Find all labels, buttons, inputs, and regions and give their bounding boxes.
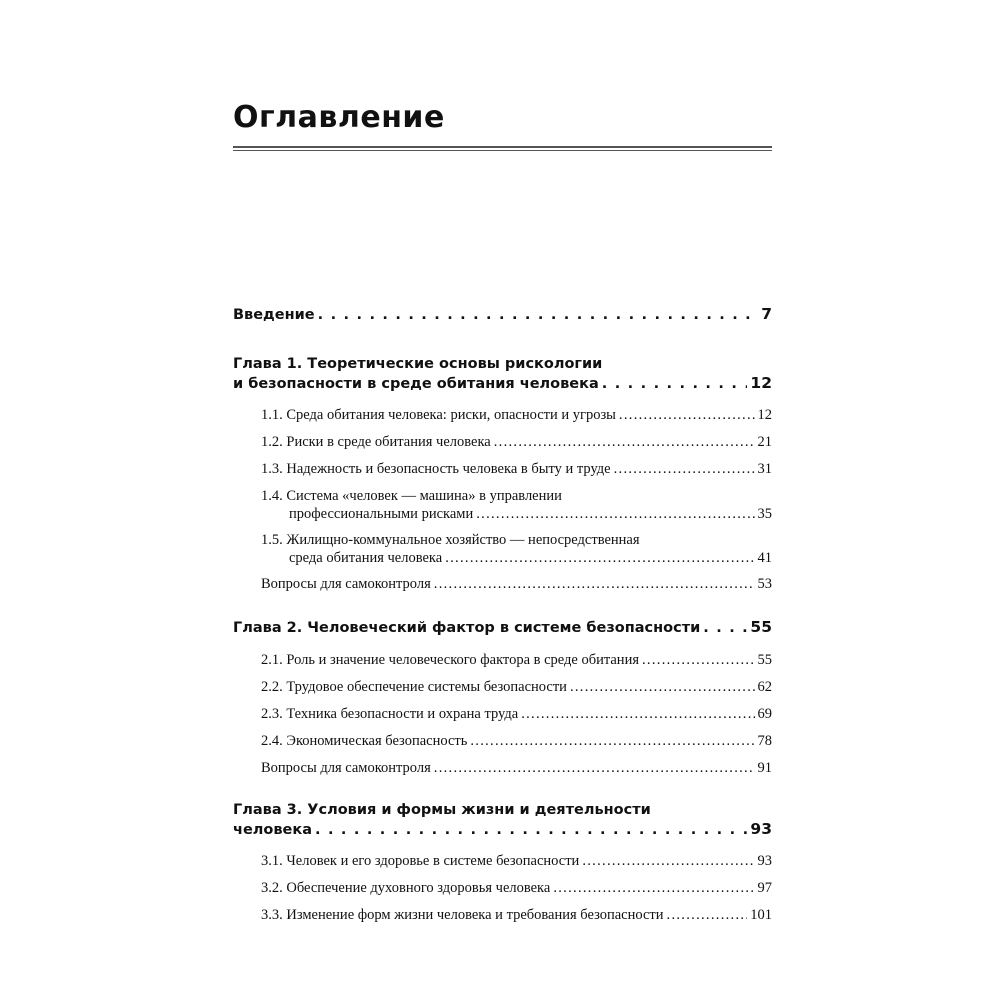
section-page: 78	[757, 733, 772, 749]
section-title: 1.3. Надежность и безопасность человека в быту и труде	[261, 461, 611, 477]
toc-section-1-3[interactable]	[261, 460, 772, 478]
section-title-line2: среда обитания человека	[289, 550, 443, 566]
leader-dots	[703, 619, 747, 638]
chapter-page: 12	[750, 374, 772, 392]
leader-dots	[318, 306, 759, 325]
page-title: Оглавление	[233, 100, 445, 135]
toc-intro-page: 7	[761, 305, 772, 323]
section-page: 91	[757, 760, 772, 776]
section-page: 93	[757, 853, 772, 869]
leader-dots	[445, 549, 754, 567]
toc-section-2-3[interactable]	[261, 705, 772, 723]
section-title: Вопросы для самоконтроля	[261, 760, 431, 776]
section-title-line1: 1.5. Жилищно-коммунальное хозяйство — непосредственная	[261, 532, 640, 548]
toc-section-2-1[interactable]	[261, 651, 772, 669]
leader-dots	[470, 732, 754, 750]
chapter-page: 93	[750, 820, 772, 838]
leader-dots	[642, 651, 755, 669]
leader-dots	[619, 406, 755, 424]
section-title-line1: 1.4. Система «человек — машина» в управлении	[261, 488, 562, 504]
leader-dots	[434, 575, 755, 593]
section-page: 31	[757, 461, 772, 477]
toc-intro-label: Введение	[233, 307, 315, 323]
section-title: 2.4. Экономическая безопасность	[261, 733, 468, 749]
section-page: 97	[757, 880, 772, 896]
toc-review-questions-2[interactable]	[261, 759, 772, 777]
toc-section-3-1[interactable]	[261, 852, 772, 870]
section-page: 35	[757, 506, 772, 522]
chapter-title-line1: Глава 1. Теоретические основы рискологии	[233, 356, 603, 372]
title-rule-thin	[233, 150, 772, 151]
section-title: 2.3. Техника безопасности и охрана труда	[261, 706, 519, 722]
toc-chapter-2[interactable]	[233, 618, 772, 638]
leader-dots	[494, 433, 755, 451]
leader-dots	[521, 705, 754, 723]
leader-dots	[614, 460, 755, 478]
section-page: 101	[750, 907, 772, 923]
toc-section-3-2[interactable]	[261, 879, 772, 897]
leader-dots	[434, 759, 755, 777]
chapter-title: Глава 2. Человеческий фактор в системе безопасности	[233, 620, 701, 636]
section-page: 41	[757, 550, 772, 566]
toc-chapter-3[interactable]	[233, 801, 772, 840]
chapter-title-line2: человека	[233, 822, 313, 838]
leader-dots	[667, 906, 748, 924]
chapter-title-line1: Глава 3. Условия и формы жизни и деятельности	[233, 802, 651, 818]
leader-dots	[553, 879, 754, 897]
toc-chapter-1[interactable]	[233, 355, 772, 394]
toc-section-1-1[interactable]	[261, 406, 772, 424]
leader-dots	[582, 852, 754, 870]
chapter-page: 55	[750, 618, 772, 636]
section-title: 2.2. Трудовое обеспечение системы безопасности	[261, 679, 567, 695]
toc-review-questions-1[interactable]	[261, 575, 772, 593]
section-page: 12	[757, 407, 772, 423]
section-title: 1.2. Риски в среде обитания человека	[261, 434, 491, 450]
section-page: 55	[757, 652, 772, 668]
section-title: 2.1. Роль и значение человеческого фактора в среде обитания	[261, 652, 639, 668]
leader-dots	[602, 375, 748, 394]
section-title: 1.1. Среда обитания человека: риски, опасности и угрозы	[261, 407, 616, 423]
section-title: 3.3. Изменение форм жизни человека и требования безопасности	[261, 907, 664, 923]
title-rule-thick	[233, 146, 772, 148]
section-title: 3.1. Человек и его здоровье в системе безопасности	[261, 853, 580, 869]
leader-dots	[476, 505, 754, 523]
section-page: 53	[757, 576, 772, 592]
toc-section-1-2[interactable]	[261, 433, 772, 451]
toc-section-2-4[interactable]	[261, 732, 772, 750]
section-title-line2: профессиональными рисками	[289, 506, 474, 522]
section-title: 3.2. Обеспечение духовного здоровья человека	[261, 880, 551, 896]
section-page: 69	[757, 706, 772, 722]
leader-dots	[570, 678, 755, 696]
toc-section-1-4[interactable]	[261, 487, 772, 523]
leader-dots	[315, 821, 747, 840]
section-page: 21	[757, 434, 772, 450]
section-page: 62	[757, 679, 772, 695]
toc-intro[interactable]	[233, 305, 772, 325]
toc-section-1-5[interactable]	[261, 531, 772, 567]
toc-section-2-2[interactable]	[261, 678, 772, 696]
section-title: Вопросы для самоконтроля	[261, 576, 431, 592]
chapter-title-line2: и безопасности в среде обитания человека	[233, 376, 599, 392]
toc-section-3-3[interactable]	[261, 906, 772, 924]
